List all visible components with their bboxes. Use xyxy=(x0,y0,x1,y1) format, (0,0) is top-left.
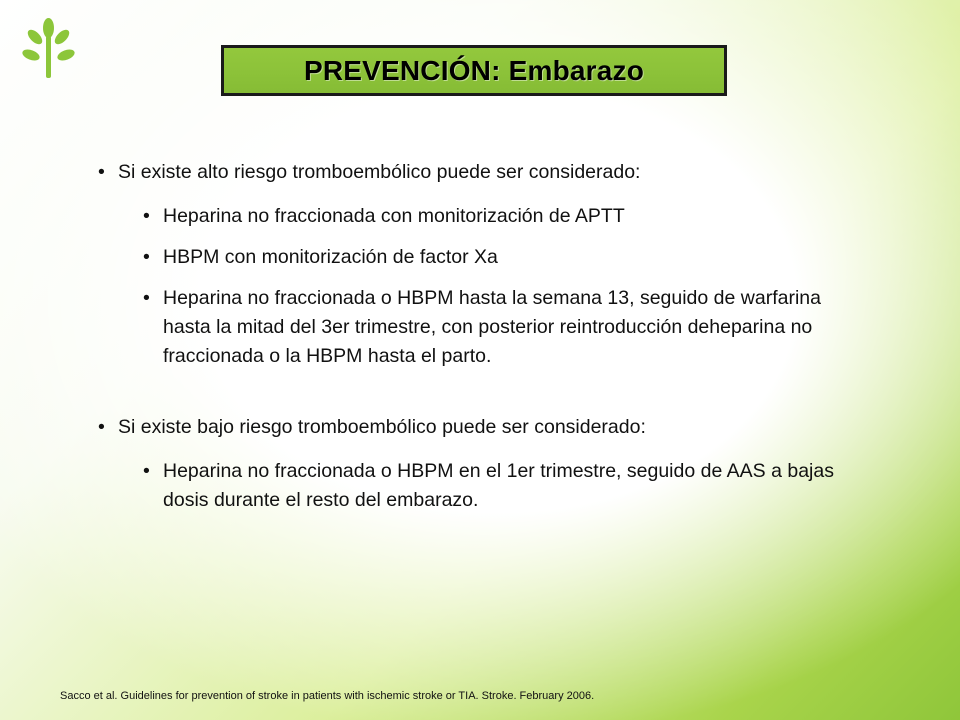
slide-title: PREVENCIÓN: Embarazo xyxy=(303,54,645,86)
sub-bullet-item: • Heparina no fraccionada o HBPM en el 1er trimestre, seguido de AAS a bajas dosis durante el resto del embarazo. xyxy=(143,457,868,515)
sub-bullet-item: • HBPM con monitorización de factor Xa xyxy=(143,243,868,272)
citation-footer: Sacco et al. Guidelines for prevention of stroke in patients with ischemic stroke or TIA. Stroke. February 2006. xyxy=(60,690,595,702)
bullet-item: • Si existe bajo riesgo tromboembólico puede ser considerado: xyxy=(98,413,868,442)
bullet-list xyxy=(98,158,868,515)
title-box xyxy=(221,45,727,96)
green-sprout-logo-icon xyxy=(18,18,76,80)
sub-bullet-item: • Heparina no fraccionada con monitorización de APTT xyxy=(143,202,868,231)
sub-bullet-item: • Heparina no fraccionada o HBPM hasta la semana 13, seguido de warfarina hasta la mitad del 3er trimestre, con posterior reintroducción deheparina no fraccionada o la HBPM hasta el parto. xyxy=(143,284,868,371)
bullet-item: • Si existe alto riesgo tromboembólico puede ser considerado: xyxy=(98,158,868,187)
